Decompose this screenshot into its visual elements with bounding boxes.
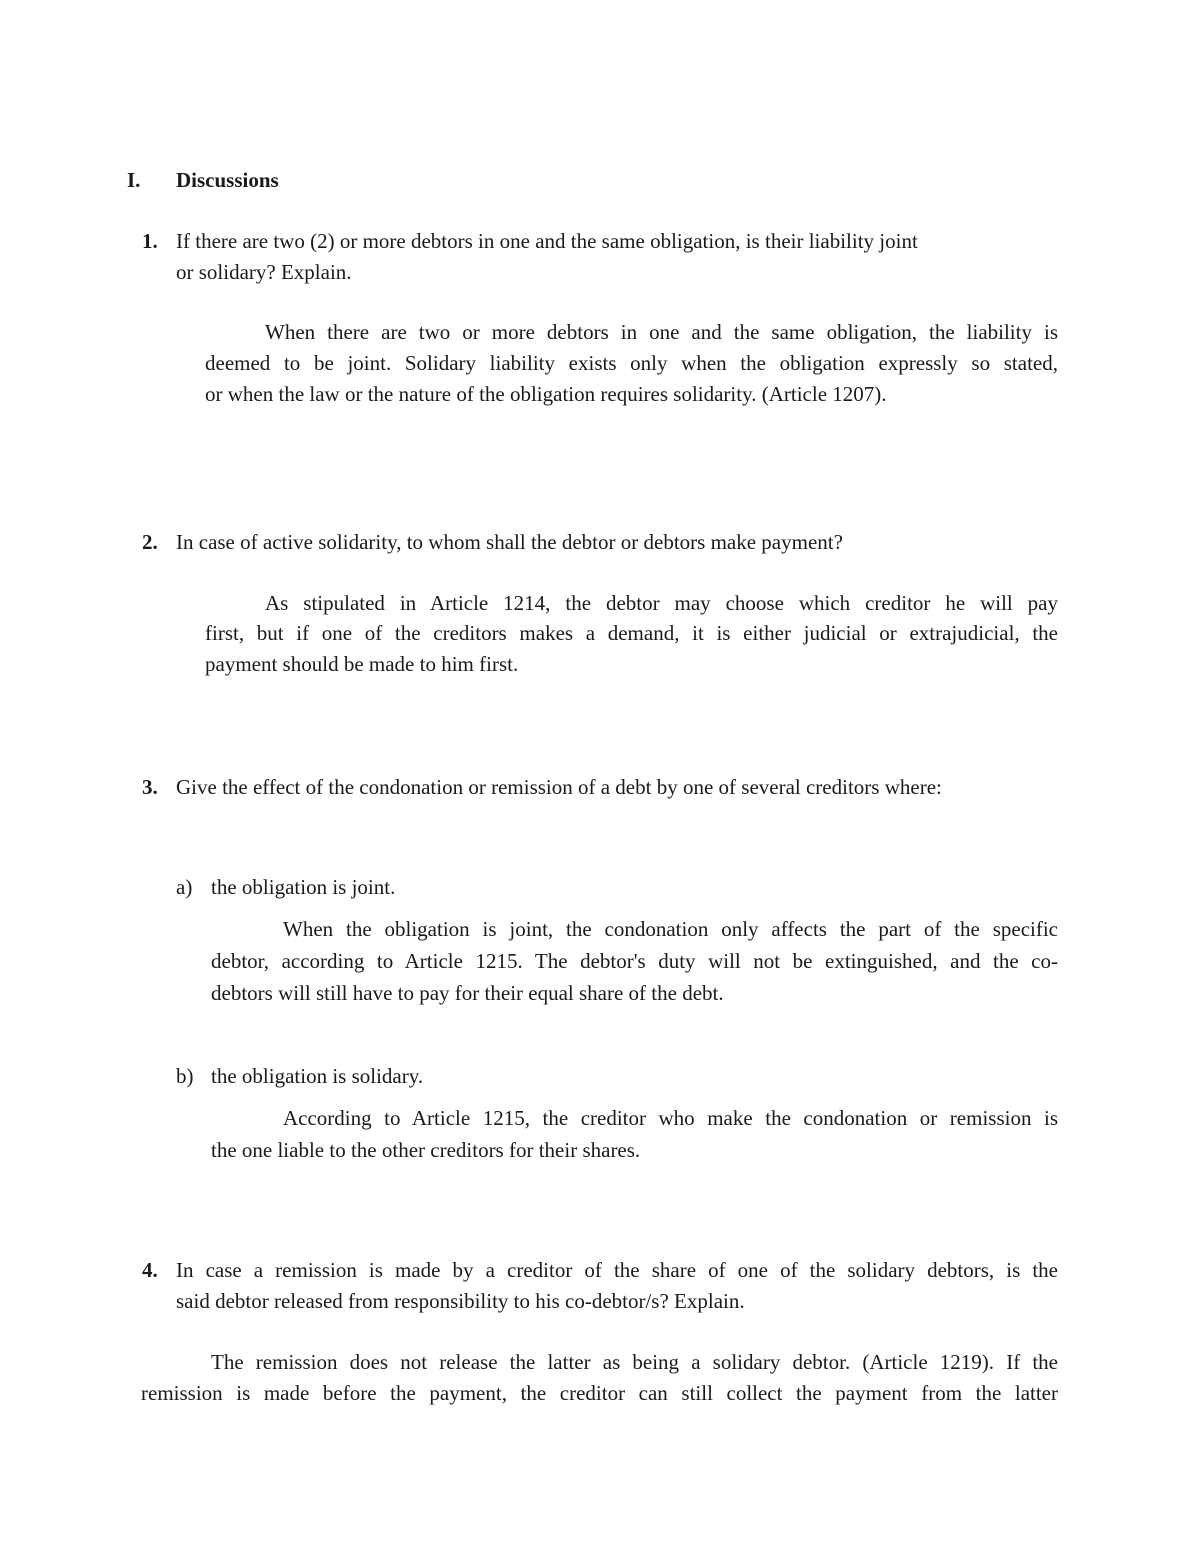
question-number: 2. <box>142 530 158 554</box>
answer-text: first, but if one of the creditors makes a demand, it is either judicial or extrajudicial, the <box>205 621 1058 645</box>
question-text: If there are two (2) or more debtors in one and the same obligation, is their liability joint <box>176 229 918 253</box>
answer-text: the one liable to the other creditors for their shares. <box>211 1138 641 1162</box>
subitem-letter: b) <box>176 1064 194 1088</box>
question-text: or solidary? Explain. <box>176 260 352 284</box>
section-numeral: I. <box>127 168 141 192</box>
section-title: Discussions <box>176 168 279 192</box>
answer-text: remission is made before the payment, the creditor can still collect the payment from the latter <box>141 1381 1058 1405</box>
answer-text: The remission does not release the latter as being a solidary debtor. (Article 1219). If the <box>211 1350 1058 1374</box>
question-number: 3. <box>142 775 158 799</box>
answer-text: As stipulated in Article 1214, the debtor may choose which creditor he will pay <box>265 591 1058 615</box>
question-text: In case of active solidarity, to whom shall the debtor or debtors make payment? <box>176 530 843 554</box>
question-text: In case a remission is made by a creditor of the share of one of the solidary debtors, is the <box>176 1258 1058 1282</box>
question-number: 1. <box>142 229 158 253</box>
answer-text: debtors will still have to pay for their equal share of the debt. <box>211 981 724 1005</box>
question-text: said debtor released from responsibility to his co-debtor/s? Explain. <box>176 1289 745 1313</box>
subitem-letter: a) <box>176 875 193 899</box>
answer-text: According to Article 1215, the creditor who make the condonation or remission is <box>283 1106 1058 1130</box>
subitem-text: the obligation is solidary. <box>211 1064 424 1088</box>
answer-text: debtor, according to Article 1215. The debtor's duty will not be extinguished, and the co- <box>211 949 1058 973</box>
answer-text: or when the law or the nature of the obligation requires solidarity. (Article 1207). <box>205 382 887 406</box>
answer-text: When the obligation is joint, the condonation only affects the part of the specific <box>283 917 1058 941</box>
answer-text: payment should be made to him first. <box>205 652 519 676</box>
subitem-text: the obligation is joint. <box>211 875 396 899</box>
answer-text: deemed to be joint. Solidary liability exists only when the obligation expressly so stated, <box>205 351 1058 375</box>
question-text: Give the effect of the condonation or remission of a debt by one of several creditors where: <box>176 775 942 799</box>
question-number: 4. <box>142 1258 158 1282</box>
answer-text: When there are two or more debtors in one and the same obligation, the liability is <box>265 320 1058 344</box>
